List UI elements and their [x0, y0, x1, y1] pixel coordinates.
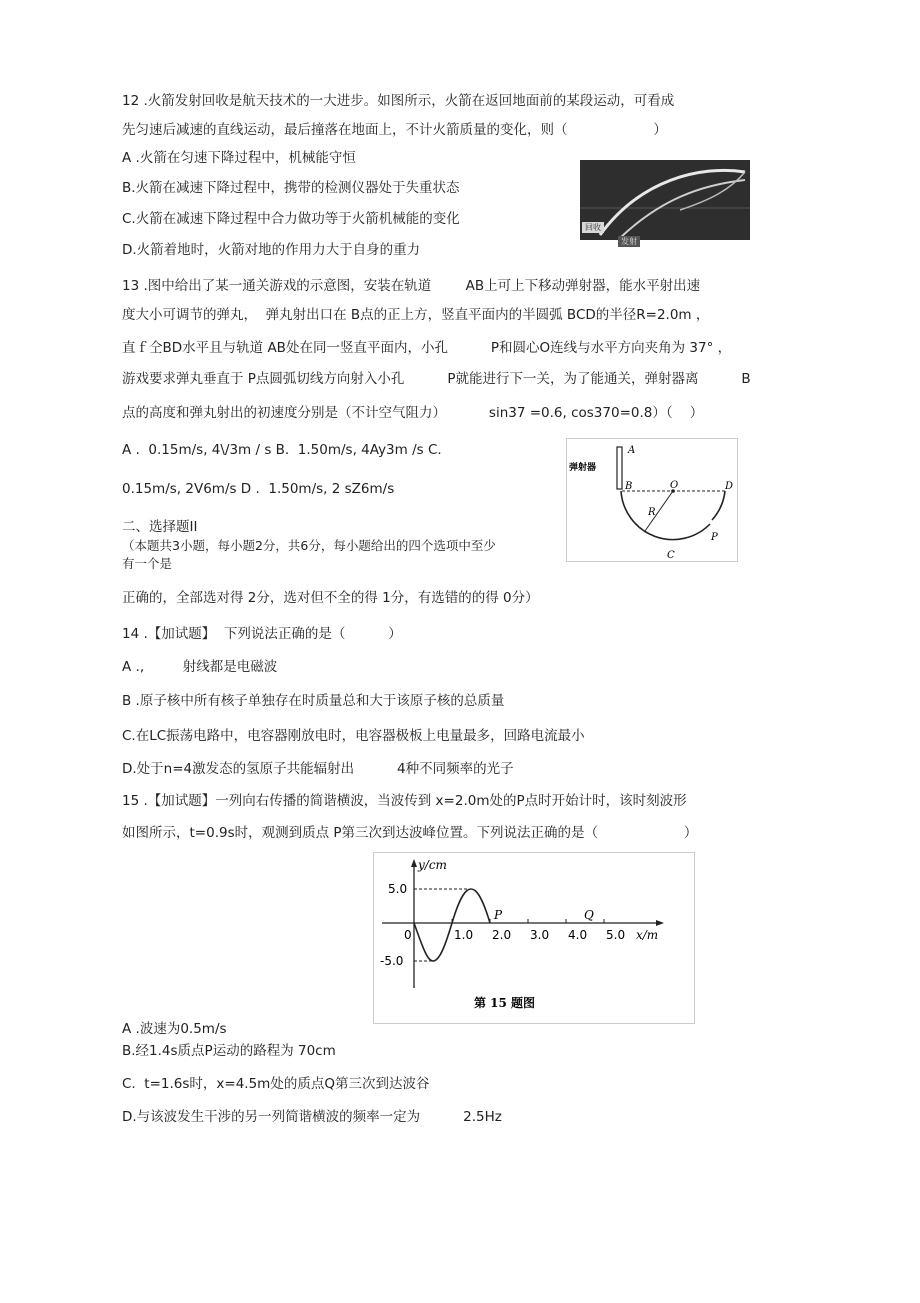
q13-options-2: 0.15m/s, 2V6m/s D . 1.50m/s, 2 sZ6m/s [122, 481, 395, 497]
y-axis-label: y/cm [418, 858, 447, 872]
wave-diagram [373, 852, 695, 1024]
q14-option-b: B .原子核中所有核子单独存在时质量总和大于该原子核的总质量 [122, 693, 505, 709]
point-c-label: C [667, 550, 675, 561]
launcher-label: 弹射器 [569, 463, 597, 473]
point-d-label: D [725, 481, 734, 492]
q12-line-1: 12 .火箭发射回收是航天技术的一大进步。如图所示，火箭在返回地面前的某段运动，可看成 [122, 93, 675, 109]
q15-option-d: D.与该波发生干涉的另一列简谐横波的频率一定为 2.5Hz [122, 1109, 502, 1125]
q13-line-5: 点的高度和弹丸射出的初速度分别是（不计空气阻力） sin37 =0.6, cos370=0.8）（ ） [122, 405, 704, 421]
y-positive-label: 5.0 [388, 882, 408, 896]
point-b-label: B [625, 481, 633, 492]
figure-caption: 第 15 题图 [474, 996, 536, 1010]
q13-line-2: 度大小可调节的弹丸， 弹丸射出口在 B点的正上方，竖直平面内的半圆弧 BCD的半径R=2.0m ， [122, 307, 710, 323]
section-2-desc-1: （本题共3小题，每小题2分，共6分，每小题给出的四个选项中至少 [122, 538, 496, 553]
q13-options-1: A . 0.15m/s, 4\/3m / s B. 1.50m/s, 4Ay3m /s C. [122, 442, 442, 458]
q12-option-b: B.火箭在减速下降过程中，携带的检测仪器处于失重状态 [122, 180, 460, 196]
point-q-label: Q [584, 908, 594, 922]
point-a-label: A [628, 445, 636, 456]
x-axis-label: x/m [636, 928, 659, 942]
q12-option-d: D.火箭着地时，火箭对地的作用力大于自身的重力 [122, 242, 421, 258]
q15-line-1: 15 .【加试题】一列向右传播的简谐横波，当波传到 x=2.0m处的P点时开始计时，该时刻波形 [122, 793, 687, 809]
section-2-title: 二、选择题II [122, 519, 198, 535]
radius-label: R [648, 507, 656, 518]
rocket-trajectory-photo [580, 160, 750, 246]
launch-label: 发射 [618, 236, 640, 247]
rocket-trajectory-drawing [580, 160, 750, 240]
launcher-diagram [566, 438, 738, 562]
origin-label: 0 [404, 928, 412, 942]
q14-option-d: D.处于n=4激发态的氢原子共能辐射出 4种不同频率的光子 [122, 761, 514, 777]
x-tick-1: 1.0 [454, 928, 474, 942]
launcher-semicircle-drawing [567, 439, 737, 561]
q15-option-a: A .波速为0.5m/s [122, 1021, 227, 1037]
q15-option-c: C. t=1.6s时，x=4.5m处的质点Q第三次到达波谷 [122, 1076, 430, 1092]
q14-option-a: A ., 射线都是电磁波 [122, 659, 278, 675]
x-tick-5: 5.0 [606, 928, 626, 942]
q13-line-1: 13 .图中给出了某一通关游戏的示意图，安装在轨道 AB上可上下移动弹射器，能水平射出速 [122, 278, 701, 294]
x-tick-4: 4.0 [568, 928, 588, 942]
point-o-label: O [670, 480, 679, 491]
q15-line-2: 如图所示，t=0.9s时，观测到质点 P第三次到达波峰位置。下列说法正确的是（ ） [122, 825, 698, 841]
section-2-desc-3: 正确的，全部选对得 2分，选对但不全的得 1分，有选错的的得 0分） [122, 590, 539, 606]
q14-option-c: C.在LC振荡电路中，电容器刚放电时，电容器极板上电量最多，回路电流最小 [122, 728, 585, 744]
q13-line-4: 游戏要求弹丸垂直于 P点圆弧切线方向射入小孔 P就能进行下一关，为了能通关，弹射器离 B [122, 371, 751, 387]
q12-option-a: A .火箭在匀速下降过程中，机械能守恒 [122, 150, 356, 166]
x-tick-3: 3.0 [530, 928, 550, 942]
q14-stem: 14 .【加试题】 下列说法正确的是（ ） [122, 626, 402, 642]
point-p-label: P [711, 532, 718, 543]
recovery-label: 回收 [582, 222, 604, 233]
wave-graph [374, 853, 694, 1023]
q12-line-2: 先匀速后减速的直线运动，最后撞落在地面上，不计火箭质量的变化，则（ ） [122, 122, 667, 138]
q15-option-b: B.经1.4s质点P运动的路程为 70cm [122, 1043, 336, 1059]
section-2-desc-2: 有一个是 [122, 556, 173, 571]
q13-line-3: 直ｆ仝BD水平且与轨道 AB处在同一竖直平面内，小孔 P和圆心O连线与水平方向夹角为 37° ， [122, 340, 732, 356]
x-tick-2: 2.0 [492, 928, 512, 942]
y-negative-label: -5.0 [380, 954, 404, 968]
q12-option-c: C.火箭在减速下降过程中合力做功等于火箭机械能的变化 [122, 211, 460, 227]
point-p-label: P [494, 908, 503, 922]
